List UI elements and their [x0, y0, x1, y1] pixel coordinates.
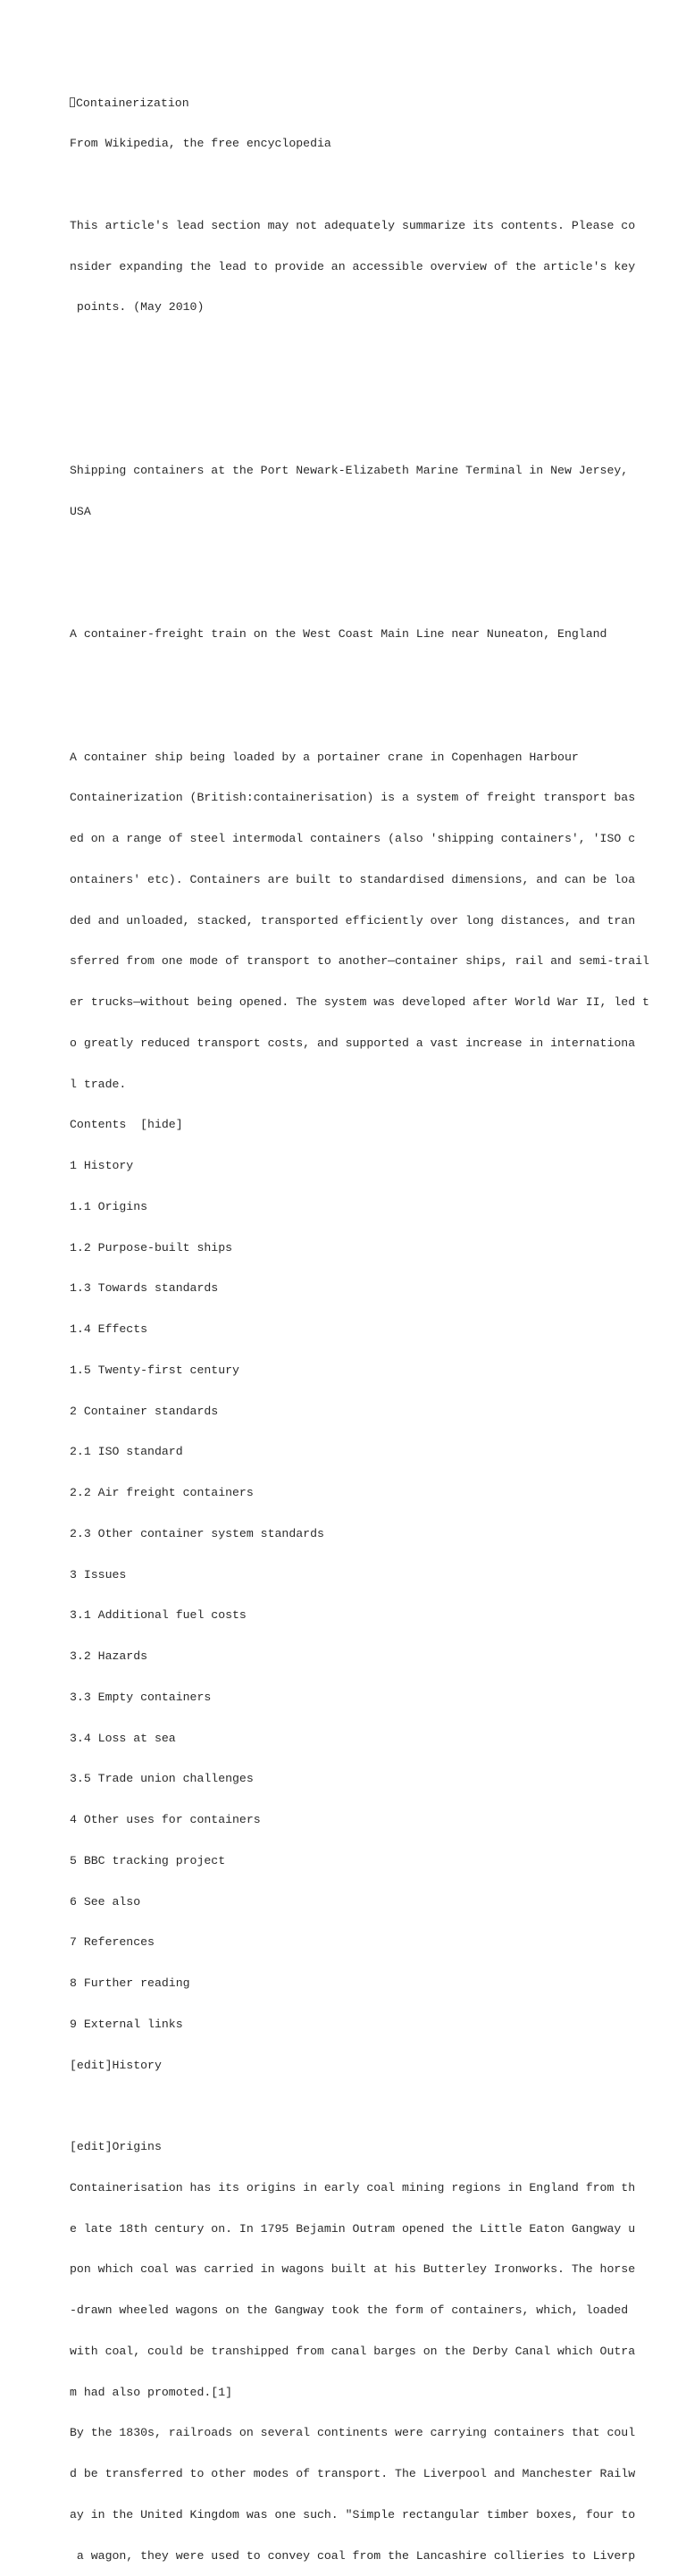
intro-line: o greatly reduced transport costs, and supported a vast increase in internationa — [70, 1036, 636, 1050]
contents-label: Contents — [70, 1118, 127, 1132]
intro-line: ded and unloaded, stacked, transported efficiently over long distances, and tran — [70, 913, 636, 927]
document-page — [70, 69, 677, 2576]
toc-item[interactable]: 1 History — [70, 1159, 134, 1172]
image-caption: A container-freight train on the West Coast Main Line near Nuneaton, England — [70, 627, 607, 642]
spacer — [70, 709, 677, 723]
intro-line: Containerization (British:containerisation) is a system of freight transport bas — [70, 791, 636, 805]
toc-item[interactable]: 2.2 Air freight containers — [70, 1486, 254, 1499]
toc-item[interactable]: 3 Issues — [70, 1567, 127, 1582]
toc-item[interactable]: 3.1 Additional fuel costs — [70, 1608, 247, 1623]
intro-line: er trucks—without being opened. The system was developed after World War II, led t — [70, 995, 649, 1009]
toc-item[interactable]: 9 External links — [70, 2017, 183, 2031]
toc-item[interactable]: 3.5 Trade union challenges — [70, 1772, 254, 1786]
origins-heading: Origins — [112, 2140, 162, 2153]
origins-edit-link[interactable]: [edit] — [70, 2140, 113, 2153]
contents-header — [70, 1118, 677, 1131]
paragraph-line: ay in the United Kingdom was one such. "Simple rectangular timber boxes, four to — [70, 2507, 636, 2521]
toc-item[interactable]: 1.3 Towards standards — [70, 1281, 219, 1296]
toc-item[interactable]: 3.3 Empty containers — [70, 1690, 212, 1704]
toc-item[interactable]: 4 Other uses for containers — [70, 1813, 261, 1826]
toc-item[interactable]: 1.4 Effects — [70, 1322, 148, 1336]
paragraph-line: -drawn wheeled wagons on the Gangway took the form of containers, which, loaded — [70, 2303, 629, 2317]
article-subtitle: From Wikipedia, the free encyclopedia — [70, 137, 331, 151]
toc-item[interactable]: 2 Container standards — [70, 1404, 219, 1418]
history-heading-line — [70, 2059, 677, 2072]
intro-line: l trade. — [70, 1077, 127, 1091]
contents-hide-toggle[interactable]: [hide] — [140, 1118, 183, 1132]
intro-line: ontainers' etc). Containers are built to standardised dimensions, and can be loa — [70, 872, 636, 886]
toc-item[interactable]: 1.1 Origins — [70, 1199, 148, 1213]
toc-item[interactable]: 8 Further reading — [70, 1976, 190, 1990]
intro-line: ed on a range of steel intermodal containers (also 'shipping containers', 'ISO c — [70, 832, 636, 845]
image-caption: A container ship being loaded by a portainer crane in Copenhagen Harbour — [70, 750, 579, 764]
spacer — [70, 424, 677, 437]
notice-line: This article's lead section may not adequately summarize its contents. Please co — [70, 218, 636, 232]
paragraph-line: By the 1830s, railroads on several continents were carrying containers that coul — [70, 2426, 636, 2440]
spacer — [70, 587, 677, 600]
image-caption: Shipping containers at the Port Newark-Elizabeth Marine Terminal in New Jersey, — [70, 464, 629, 478]
paragraph-line: d be transferred to other modes of transport. The Liverpool and Manchester Railw — [70, 2467, 636, 2480]
image-caption: USA — [70, 505, 91, 518]
toc-item[interactable]: 3.2 Hazards — [70, 1649, 148, 1663]
article-title: Containerization — [76, 96, 189, 110]
paragraph-line: pon which coal was carried in wagons built at his Butterley Ironworks. The horse — [70, 2262, 636, 2277]
article-title-line — [70, 96, 677, 110]
history-heading: History — [112, 2058, 162, 2072]
paragraph-line: m had also promoted.[1] — [70, 2385, 233, 2399]
history-edit-link[interactable]: [edit] — [70, 2058, 113, 2072]
spacer — [70, 546, 677, 559]
paragraph-line: Containerisation has its origins in early coal mining regions in England from th — [70, 2180, 636, 2194]
spacer — [70, 2099, 677, 2112]
toc-item[interactable]: 1.5 Twenty-first century — [70, 1363, 239, 1377]
toc-item[interactable]: 3.4 Loss at sea — [70, 1731, 176, 1745]
paragraph-line: e late 18th century on. In 1795 Bejamin Outram opened the Little Eaton Gangway u — [70, 2221, 636, 2236]
spacer — [70, 382, 677, 396]
notice-line: nsider expanding the lead to provide an accessible overview of the article's key — [70, 259, 636, 273]
toc-item[interactable]: 1.2 Purpose-built ships — [70, 1240, 233, 1254]
missing-glyph-icon — [70, 97, 75, 107]
toc-item[interactable]: 2.1 ISO standard — [70, 1445, 183, 1459]
paragraph-line: a wagon, they were used to convey coal from the Lancashire collieries to Liverp — [70, 2548, 636, 2563]
origins-heading-line — [70, 2140, 677, 2153]
spacer — [70, 668, 677, 682]
toc-item[interactable]: 6 See also — [70, 1894, 141, 1909]
notice-line: points. (May 2010) — [70, 300, 205, 315]
spacer — [70, 341, 677, 355]
paragraph-line: with coal, could be transhipped from canal barges on the Derby Canal which Outra — [70, 2344, 636, 2358]
toc-item[interactable]: 2.3 Other container system standards — [70, 1526, 324, 1540]
spacer — [70, 178, 677, 191]
toc-item[interactable]: 5 BBC tracking project — [70, 1853, 226, 1867]
toc-item[interactable]: 7 References — [70, 1935, 155, 1950]
intro-line: sferred from one mode of transport to another—container ships, rail and semi-trail — [70, 954, 649, 969]
